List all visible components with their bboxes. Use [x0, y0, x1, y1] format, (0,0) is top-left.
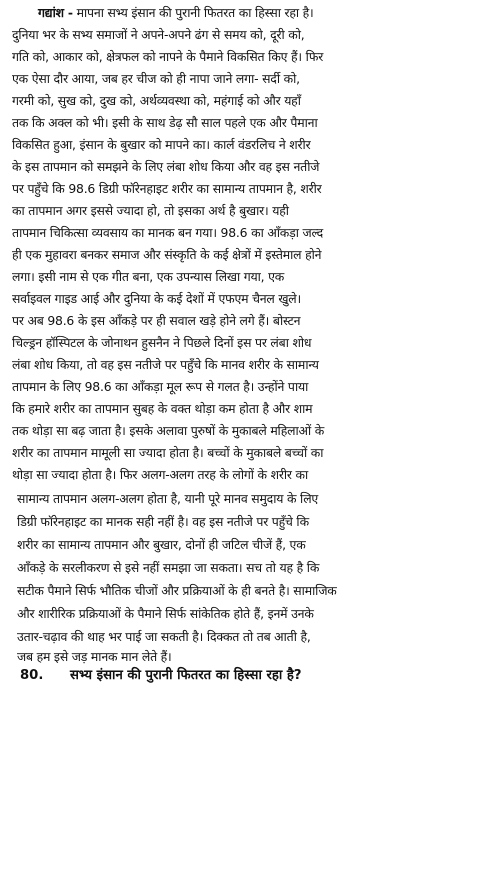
passage-line: थोड़ा सा ज्यादा होता है। फिर अलग-अलग तरह के लोगों के शरीर का: [12, 467, 309, 482]
passage-line: गति को, आकार को, क्षेत्रफल को नापने के पैमाने विकसित किए हैं। फिर: [12, 49, 324, 64]
question: [20, 665, 302, 687]
question-number: 80.: [20, 668, 44, 683]
passage-line: पर अब 98.6 के इस आँकड़े पर ही सवाल खड़े होने लगे हैं। बोस्टन: [12, 313, 301, 328]
passage-line: पर पहुँचे कि 98.6 डिग्री फॉरेनहाइट शरीर का सामान्य तापमान है, शरीर: [12, 181, 322, 196]
passage-line-text: मापना सभ्य इंसान की पुरानी फितरत का हिस्सा रहा है।: [76, 5, 314, 20]
passage-line: लगा। इसी नाम से एक गीत बना, एक उपन्यास लिखा गया, एक: [12, 269, 285, 284]
passage-line: डिग्री फॉरेनहाइट का मानक सही नहीं है। वह इस नतीजे पर पहुँचे कि: [17, 514, 309, 529]
passage-line: के इस तापमान को समझने के लिए लंबा शोध किया और वह इस नतीजे: [12, 159, 320, 174]
question-text: सभ्य इंसान की पुरानी फितरत का हिस्सा रहा है?: [70, 668, 302, 683]
passage-line: शरीर का सामान्य तापमान और बुखार, दोनों ही जटिल चीजें हैं, एक: [17, 537, 306, 552]
passage-line: का तापमान अगर इससे ज्यादा हो, तो इसका अर्थ है बुखार। यही: [12, 203, 289, 218]
passage-line: जब हम इसे जड़ मानक मान लेते हैं।: [17, 649, 172, 664]
passage-line: तापमान के लिए 98.6 का आँकड़ा मूल रूप से गलत है। उन्होंने पाया: [12, 379, 309, 394]
passage-line: लंबा शोध किया, तो वह इस नतीजे पर पहुँचे कि मानव शरीर के सामान्य: [12, 357, 319, 372]
passage-line: तापमान चिकित्सा व्यवसाय का मानक बन गया। 98.6 का आँकड़ा जल्द: [12, 225, 324, 240]
passage-line: एक ऐसा दौर आया, जब हर चीज को ही नापा जाने लगा- सर्दी को,: [12, 71, 300, 86]
passage-line: गरमी को, सुख को, दुख को, अर्थव्यवस्था को, महंगाई को और यहाँ: [12, 93, 301, 108]
passage-line: उतार-चढ़ाव की थाह भर पाई जा सकती है। दिक्कत तो तब आती है,: [17, 629, 311, 644]
passage-line: और शारीरिक प्रक्रियाओं के पैमाने सिर्फ सांकेतिक होते हैं, इनमें उनके: [17, 606, 314, 621]
passage-line: सटीक पैमाने सिर्फ भौतिक चीजों और प्रक्रियाओं के ही बनते है। सामाजिक: [17, 583, 337, 598]
passage-line: सामान्य तापमान अलग-अलग होता है, यानी पूरे मानव समुदाय के लिए: [17, 491, 319, 506]
passage-line: आँकड़े के सरलीकरण से इसे नहीं समझा जा सकता। सच तो यह है कि: [17, 560, 320, 575]
passage-line: चिल्ड्रन हॉस्पिटल के जोनाथन हुसनैन ने पिछले दिनों इस पर लंबा शोध: [12, 335, 312, 350]
passage-line: कि हमारे शरीर का तापमान सुबह के वक्त थोड़ा कम होता है और शाम: [12, 401, 313, 416]
passage-line: तक कि अक्ल को भी। इसी के साथ डेढ़ सौ साल पहले एक और पैमाना: [12, 115, 318, 130]
passage-line: शरीर का तापमान मामूली सा ज्यादा होता है। बच्चों के मुकाबले बच्चों का: [12, 445, 324, 460]
passage-line: विकसित हुआ, इंसान के बुखार को मापने का। कार्ल वंडरलिच ने शरीर: [12, 137, 311, 152]
passage-line: दुनिया भर के सभ्य समाजों ने अपने-अपने ढंग से समय को, दूरी को,: [12, 27, 305, 42]
passage-line: [38, 3, 314, 23]
passage-line: सर्वाइवल गाइड आई और दुनिया के कई देशों में एफएम चैनल खुले।: [12, 291, 302, 306]
passage-line: ही एक मुहावरा बनकर समाज और संस्कृति के कई क्षेत्रों में इस्तेमाल होने: [12, 247, 322, 262]
passage-line: तक थोड़ा सा बढ़ जाता है। इसके अलावा पुरुषों के मुकाबले महिलाओं के: [12, 423, 325, 438]
passage-label: गद्यांश -: [38, 5, 73, 20]
